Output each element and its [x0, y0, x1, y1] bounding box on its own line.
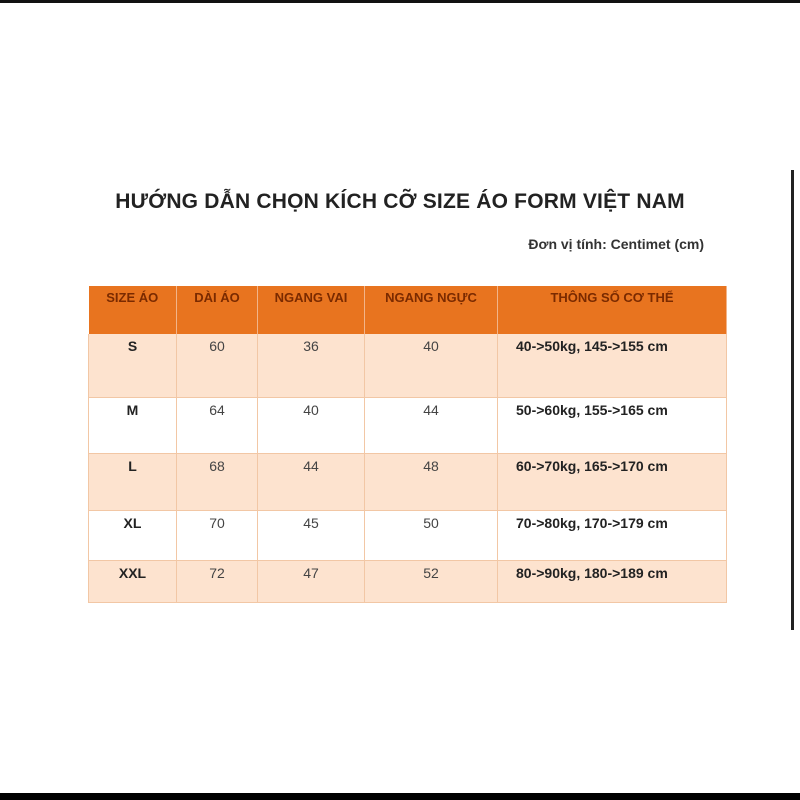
size-chart-table	[88, 286, 727, 603]
chest-cell: 48	[365, 453, 498, 510]
shoulder-cell: 36	[258, 334, 365, 397]
chest-cell: 40	[365, 334, 498, 397]
bottom-bar	[0, 793, 800, 800]
body-cell: 60->70kg, 165->170 cm	[498, 453, 727, 510]
length-cell: 68	[177, 453, 258, 510]
length-cell: 72	[177, 560, 258, 602]
header-length: DÀI ÁO	[177, 286, 258, 334]
top-border	[0, 0, 800, 3]
shoulder-cell: 44	[258, 453, 365, 510]
table-row	[89, 334, 727, 397]
body-cell: 80->90kg, 180->189 cm	[498, 560, 727, 602]
header-size: SIZE ÁO	[89, 286, 177, 334]
shoulder-cell: 45	[258, 510, 365, 560]
header-chest: NGANG NGỰC	[365, 286, 498, 334]
body-cell: 50->60kg, 155->165 cm	[498, 397, 727, 453]
length-cell: 60	[177, 334, 258, 397]
size-cell: L	[89, 453, 177, 510]
chest-cell: 52	[365, 560, 498, 602]
size-cell: S	[89, 334, 177, 397]
table-row	[89, 560, 727, 602]
page-title: HƯỚNG DẪN CHỌN KÍCH CỠ SIZE ÁO FORM VIỆT NAM	[115, 190, 685, 213]
size-cell: M	[89, 397, 177, 453]
table-row	[89, 453, 727, 510]
header-body: THÔNG SỐ CƠ THỂ	[498, 286, 727, 334]
body-cell: 70->80kg, 170->179 cm	[498, 510, 727, 560]
size-cell: XXL	[89, 560, 177, 602]
table-row	[89, 397, 727, 453]
right-border	[791, 170, 794, 630]
header-shoulder: NGANG VAI	[258, 286, 365, 334]
size-cell: XL	[89, 510, 177, 560]
shoulder-cell: 40	[258, 397, 365, 453]
shoulder-cell: 47	[258, 560, 365, 602]
length-cell: 70	[177, 510, 258, 560]
unit-note: Đơn vị tính: Centimet (cm)	[528, 236, 704, 252]
table-row	[89, 510, 727, 560]
length-cell: 64	[177, 397, 258, 453]
table-header-row	[89, 286, 727, 334]
body-cell: 40->50kg, 145->155 cm	[498, 334, 727, 397]
chest-cell: 50	[365, 510, 498, 560]
chest-cell: 44	[365, 397, 498, 453]
